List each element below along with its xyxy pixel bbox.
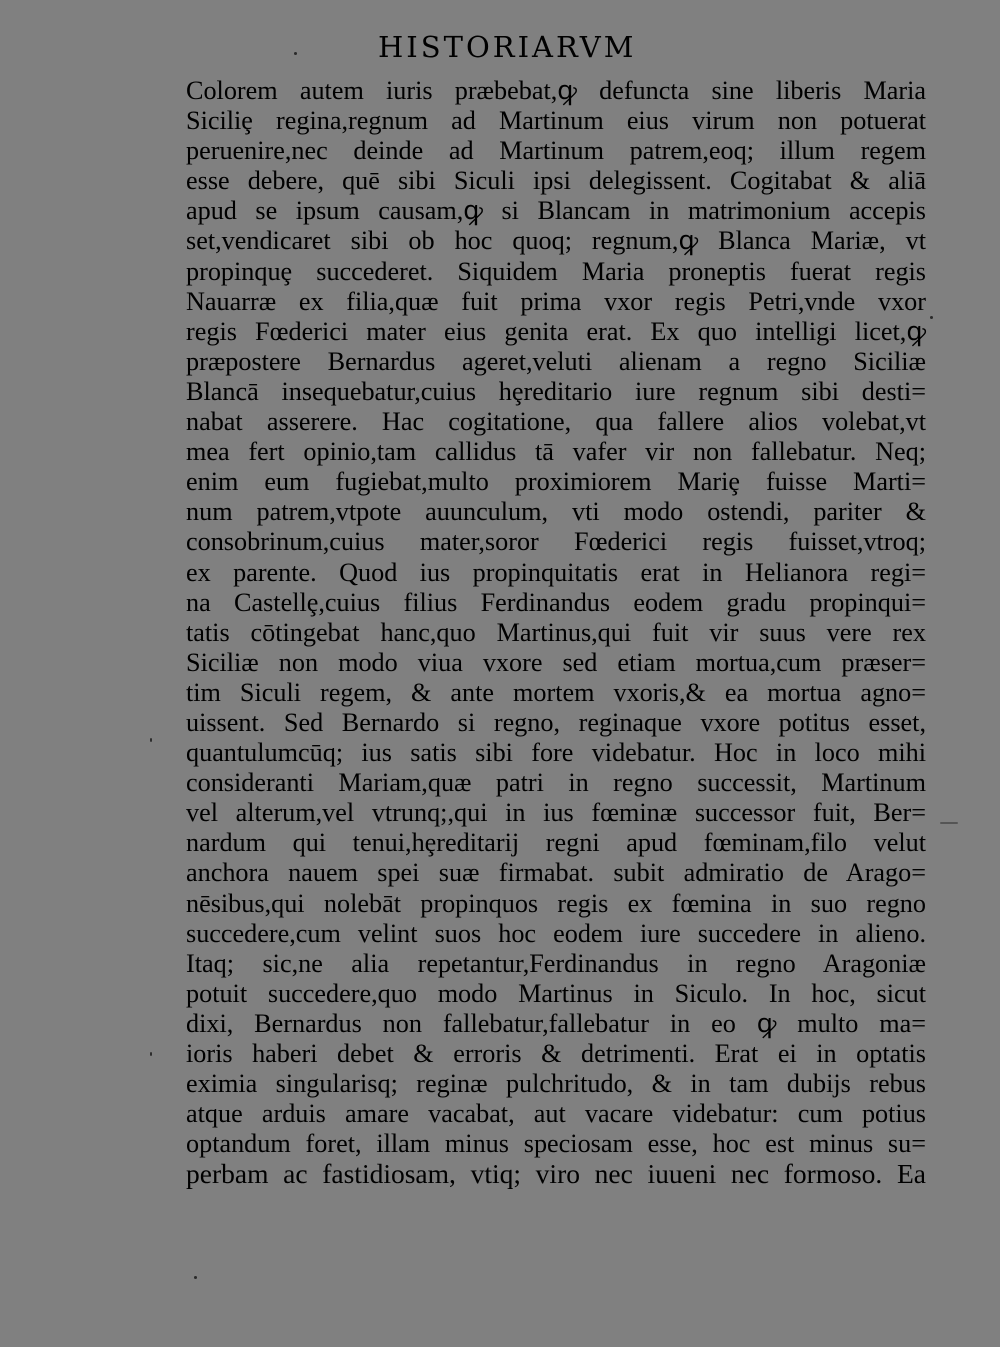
scan-speck <box>150 738 152 742</box>
text-line: peruenire,nec deinde ad Martinum patrem,eoq; illum regem <box>186 136 926 166</box>
text-line: num patrem,vtpote auunculum, vti modo ostendi, pariter & <box>186 497 926 527</box>
text-line: Siciliȩ regina,regnum ad Martinum eius virum non potuerat <box>186 106 926 136</box>
scan-speck <box>930 316 933 319</box>
text-line: eximia singularisq; reginæ pulchritudo, & in tam dubijs rebus <box>186 1069 926 1099</box>
text-line: set,vendicaret sibi ob hoc quoq; regnum,ꝙ Blanca Mariæ, vt <box>186 226 926 256</box>
text-line: quantulumcūq; ius satis sibi fore videbatur. Hoc in loco mihi <box>186 738 926 768</box>
text-line: ioris haberi debet & erroris & detrimenti. Erat ei in optatis <box>186 1039 926 1068</box>
text-block <box>186 76 926 1189</box>
text-line: na Castellȩ,cuius filius Ferdinandus eodem gradu propinqui= <box>186 587 926 617</box>
text-line: ex parente. Quod ius propinquitatis erat in Helianora regi= <box>186 557 926 587</box>
text-line: Itaq; sic,ne alia repetantur,Ferdinandus in regno Aragoniæ <box>186 948 926 978</box>
text-line: nēsibus,qui nolebāt propinquos regis ex fœmina in suo regno <box>186 888 926 918</box>
scan-speck <box>940 822 958 824</box>
text-line: mea fert opinio,tam callidus tā vafer vir non fallebatur. Neq; <box>186 437 926 467</box>
text-line: perbam ac fastidiosam, vtiq; viro nec iuueni nec formoso. Ea <box>186 1158 926 1190</box>
text-line: potuit succedere,quo modo Martinus in Siculo. In hoc, sicut <box>186 978 926 1008</box>
text-line: dixi, Bernardus non fallebatur,fallebatur in eo ꝙ multo ma= <box>186 1008 926 1038</box>
text-line: regis Fœderici mater eius genita erat. Ex quo intelligi licet,ꝙ <box>186 316 926 346</box>
text-line: consobrinum,cuius mater,soror Fœderici regis fuisset,vtroq; <box>186 527 926 557</box>
text-line: uissent. Sed Bernardo si regno, reginaque vxore potitus esset, <box>186 707 926 737</box>
text-line: enim eum fugiebat,multo proximiorem Mariȩ fuisse Marti= <box>186 467 926 497</box>
text-line: esse debere, quē sibi Siculi ipsi delegissent. Cogitabat & aliā <box>186 166 926 196</box>
scan-speck <box>150 1052 152 1056</box>
scan-speck <box>194 1276 197 1279</box>
text-line: consideranti Mariam,quæ patri in regno successit, Martinum <box>186 768 926 798</box>
text-line: anchora nauem spei suæ firmabat. subit admiratio de Arago= <box>186 858 926 888</box>
text-line: atque arduis amare vacabat, aut vacare videbatur: cum potius <box>186 1099 926 1129</box>
text-line: nabat asserere. Hac cogitatione, qua fallere alios volebat,vt <box>186 407 926 437</box>
text-line: tim Siculi regem, & ante mortem vxoris,& ea mortua agno= <box>186 677 926 707</box>
text-line: Blancā insequebatur,cuius hȩreditario iure regnum sibi desti= <box>186 376 926 406</box>
text-line: propinquȩ succederet. Siquidem Maria proneptis fuerat regis <box>186 256 926 286</box>
text-line: optandum foret, illam minus speciosam esse, hoc est minus su= <box>186 1129 926 1159</box>
text-line: succedere,cum velint suos hoc eodem iure succedere in alieno. <box>186 918 926 948</box>
text-line: tatis cōtingebat hanc,quo Martinus,qui fuit vir suus vere rex <box>186 617 926 647</box>
scan-speck <box>294 52 297 55</box>
text-line: Colorem autem iuris præbebat,ꝙ defuncta sine liberis Maria <box>186 76 926 105</box>
text-line: Nauarræ ex filia,quæ fuit prima vxor regis Petri,vnde vxor <box>186 286 926 316</box>
text-line: vel alterum,vel vtrunq;,qui in ius fœminæ successor fuit, Ber= <box>186 798 926 828</box>
text-line: præpostere Bernardus ageret,veluti alienam a regno Siciliæ <box>186 346 926 376</box>
text-line: apud se ipsum causam,ꝙ si Blancam in matrimonium accepis <box>186 196 926 226</box>
text-line: nardum qui tenui,hȩreditarij regni apud fœminam,filo velut <box>186 828 926 858</box>
running-title: HISTORIARVM <box>378 30 637 64</box>
text-line: Siciliæ non modo viua vxore sed etiam mortua,cum præser= <box>186 647 926 677</box>
